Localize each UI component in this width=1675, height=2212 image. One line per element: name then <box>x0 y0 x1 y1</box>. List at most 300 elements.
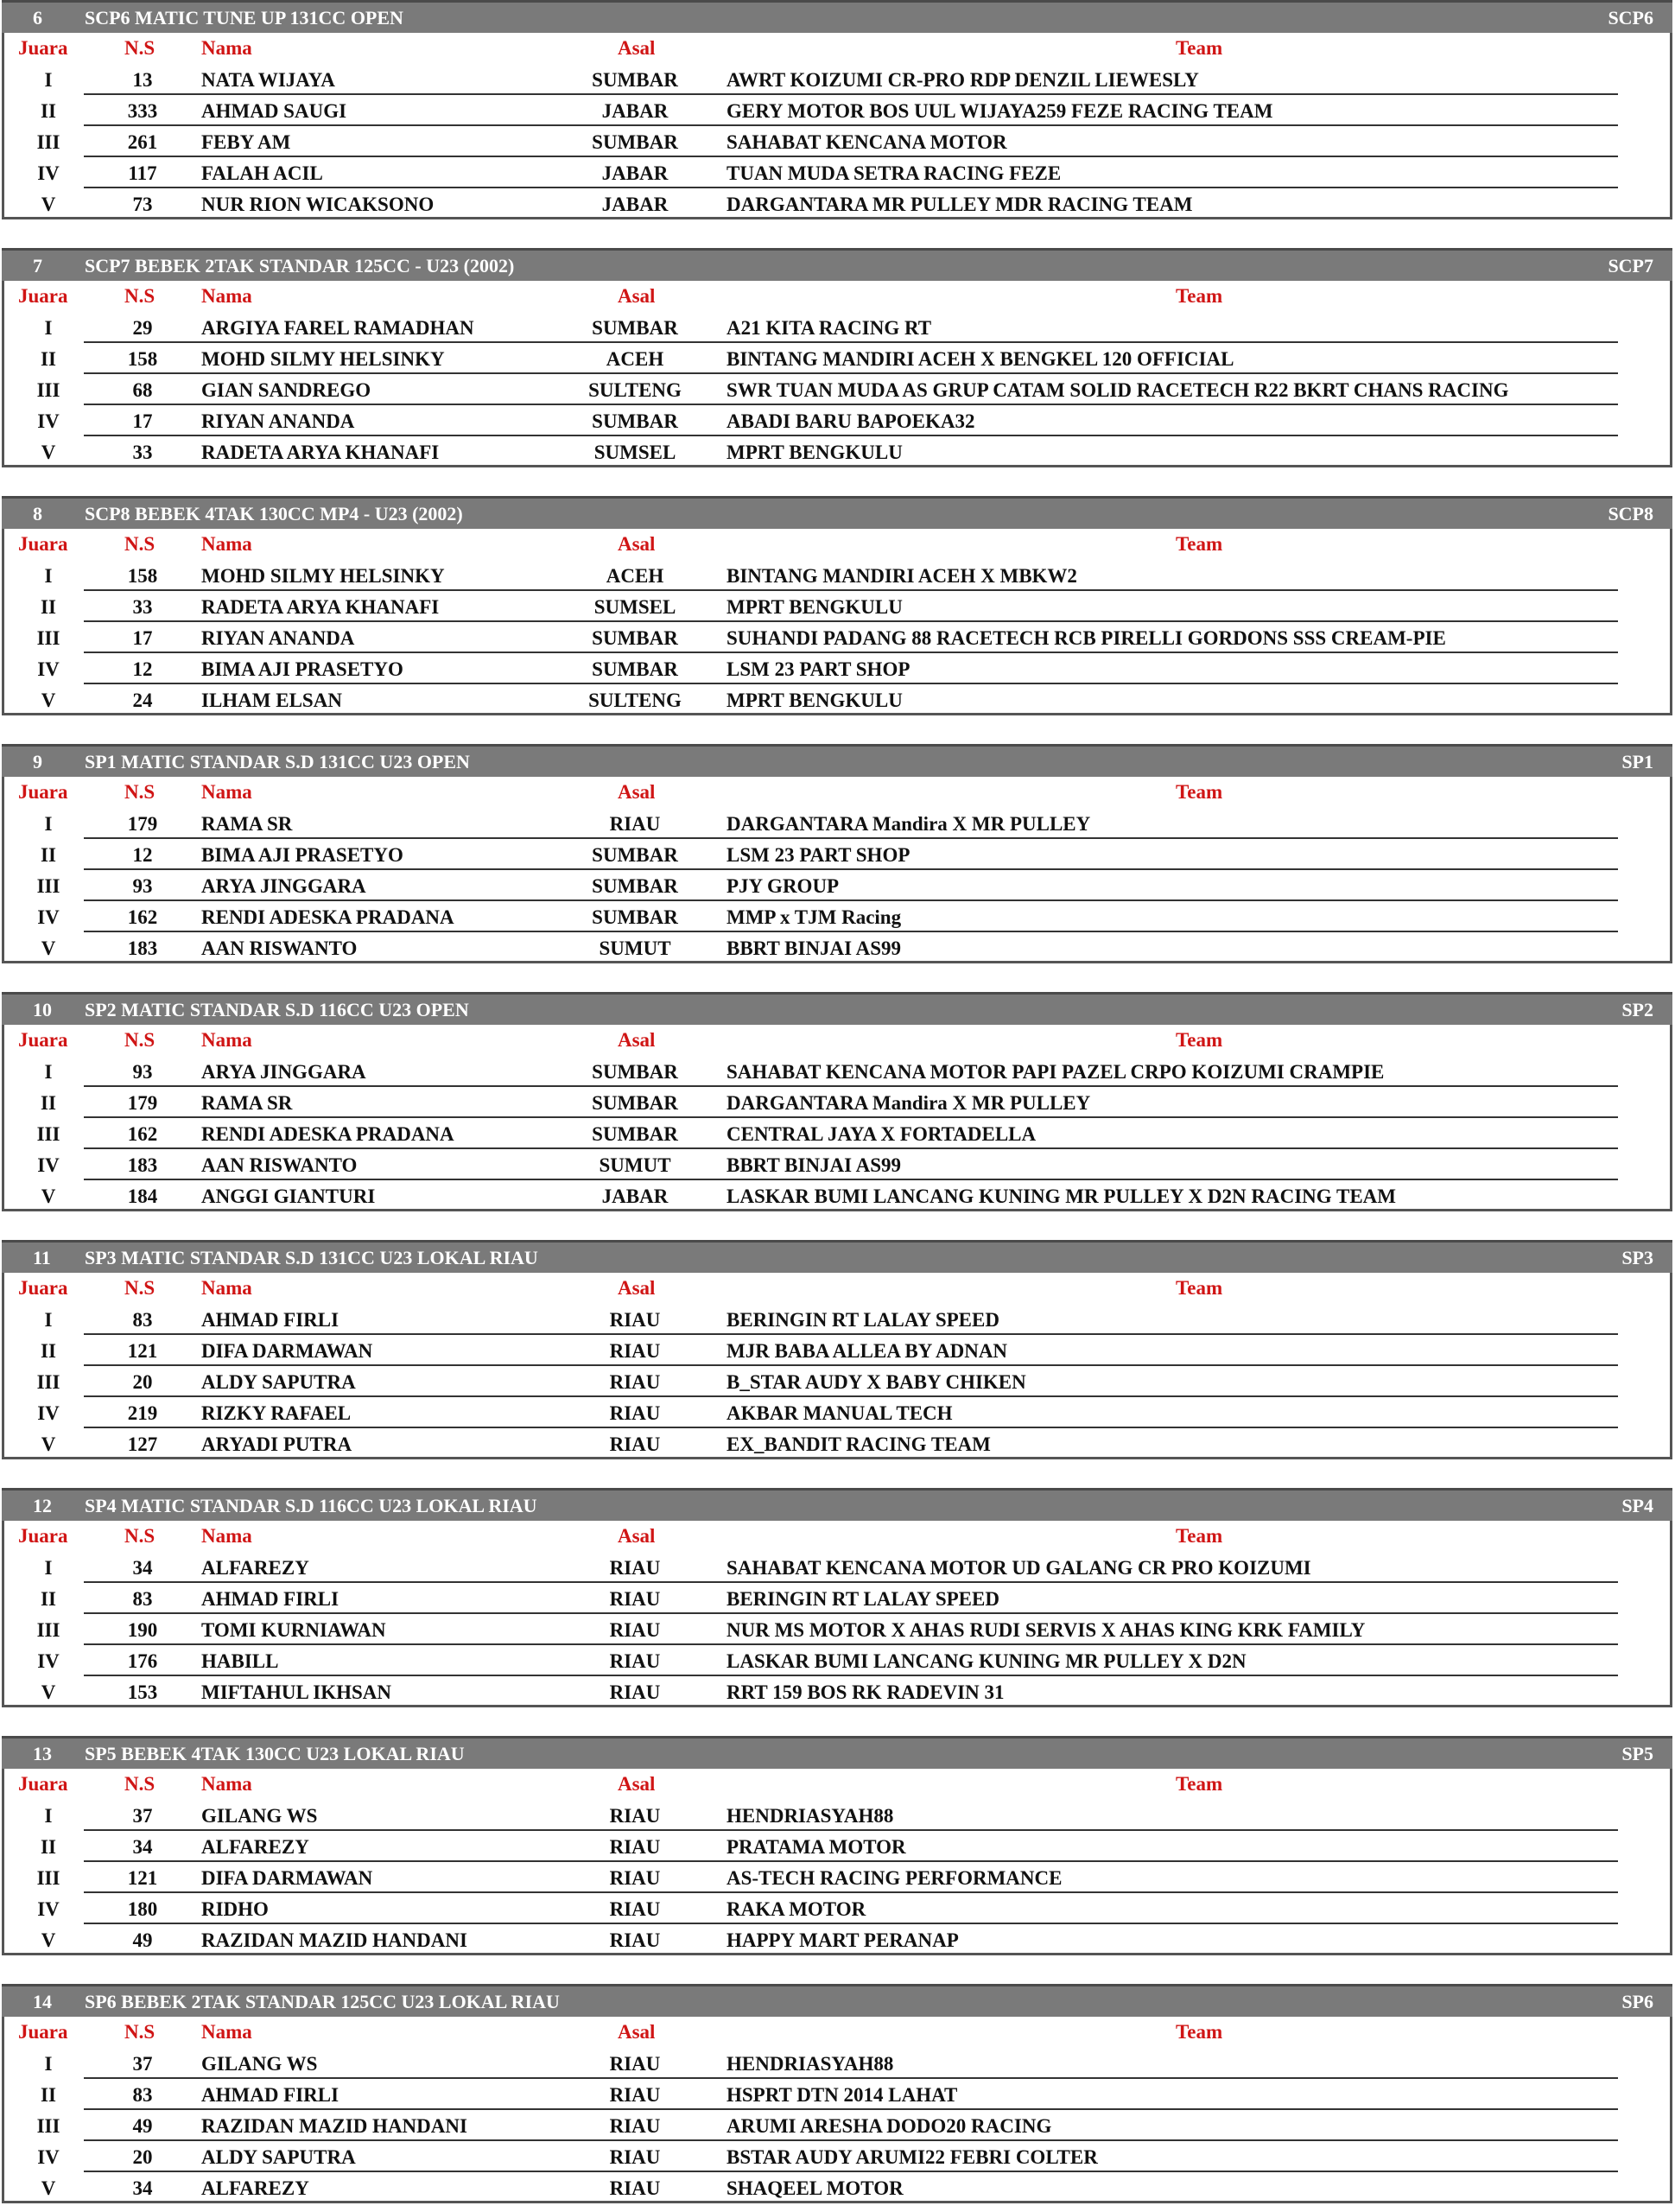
start-number-cell: 261 <box>127 131 158 153</box>
race-class-section <box>0 1984 1675 2204</box>
table-row <box>4 436 1670 467</box>
start-number-cell: 33 <box>132 442 153 463</box>
class-title: SCP6 MATIC TUNE UP 131CC OPEN <box>85 7 403 29</box>
table-row <box>4 684 1670 715</box>
origin-cell: RIAU <box>609 1371 661 1393</box>
table-row <box>4 1118 1670 1149</box>
origin-cell: SUMBAR <box>592 875 678 897</box>
origin-cell: SUMSEL <box>593 442 676 463</box>
col-team: Team <box>1176 285 1223 307</box>
col-juara: Juara <box>18 781 68 803</box>
origin-cell: JABAR <box>601 100 669 122</box>
class-number: 6 <box>33 7 42 29</box>
rank-cell: II <box>41 1092 56 1114</box>
table-row <box>4 312 1670 343</box>
race-class-section <box>0 1488 1675 1708</box>
rank-cell: IV <box>37 1402 60 1424</box>
start-number-cell: 162 <box>127 1123 158 1145</box>
team-cell: BBRT BINJAI AS99 <box>726 938 902 959</box>
rank-cell: II <box>41 844 56 866</box>
origin-cell: SUMBAR <box>592 410 678 432</box>
start-number-cell: 190 <box>127 1619 158 1641</box>
col-team: Team <box>1176 37 1223 59</box>
col-juara: Juara <box>18 285 68 307</box>
rider-name-cell: BIMA AJI PRASETYO <box>201 844 403 866</box>
team-cell: RRT 159 BOS RK RADEVIN 31 <box>726 1681 1005 1703</box>
rank-cell: IV <box>37 906 60 928</box>
rider-name-cell: ARYA JINGGARA <box>201 875 366 897</box>
start-number-cell: 93 <box>132 875 153 897</box>
class-header <box>2 1488 1672 1521</box>
start-number-cell: 179 <box>127 1092 158 1114</box>
col-ns: N.S <box>124 2021 155 2043</box>
team-cell: HENDRIASYAH88 <box>726 2053 894 2075</box>
team-cell: PRATAMA MOTOR <box>726 1836 906 1858</box>
col-juara: Juara <box>18 37 68 59</box>
col-asal: Asal <box>618 1773 656 1795</box>
rank-cell: I <box>44 69 53 91</box>
start-number-cell: 127 <box>127 1433 158 1455</box>
team-cell: LSM 23 PART SHOP <box>726 844 910 866</box>
col-nama: Nama <box>201 2021 252 2043</box>
team-cell: BSTAR AUDY ARUMI22 FEBRI COLTER <box>726 2146 1098 2168</box>
start-number-cell: 219 <box>127 1402 158 1424</box>
table-row <box>4 1831 1670 1862</box>
team-cell: A21 KITA RACING RT <box>726 317 932 339</box>
column-header-row <box>2 2017 1672 2048</box>
class-title: SP6 BEBEK 2TAK STANDAR 125CC U23 LOKAL RIAU <box>85 1991 560 2012</box>
rank-cell: V <box>41 1185 56 1207</box>
start-number-cell: 117 <box>128 162 157 184</box>
origin-cell: SUMBAR <box>592 1092 678 1114</box>
start-number-cell: 162 <box>127 906 158 928</box>
rider-name-cell: FALAH ACIL <box>201 162 323 184</box>
table-row <box>4 343 1670 374</box>
team-cell: MPRT BENGKULU <box>726 690 903 711</box>
table-row <box>4 1800 1670 1831</box>
race-class-section <box>0 248 1675 468</box>
table-row <box>4 653 1670 684</box>
column-header-row <box>2 529 1672 560</box>
rank-cell: V <box>41 938 56 959</box>
rank-cell: V <box>41 690 56 711</box>
team-cell: MPRT BENGKULU <box>726 596 903 618</box>
origin-cell: RIAU <box>609 1898 661 1920</box>
rider-name-cell: ANGGI GIANTURI <box>201 1185 376 1207</box>
origin-cell: SUMUT <box>599 938 671 959</box>
table-row <box>4 560 1670 591</box>
table-row <box>4 1614 1670 1645</box>
rider-name-cell: ARYADI PUTRA <box>201 1433 352 1455</box>
rider-name-cell: ILHAM ELSAN <box>201 690 342 711</box>
start-number-cell: 29 <box>132 317 153 339</box>
start-number-cell: 49 <box>132 1929 153 1951</box>
class-number: 9 <box>33 751 42 772</box>
col-asal: Asal <box>618 285 656 307</box>
rider-name-cell: ALDY SAPUTRA <box>201 2146 356 2168</box>
rider-name-cell: DIFA DARMAWAN <box>201 1340 373 1362</box>
start-number-cell: 153 <box>127 1681 158 1703</box>
team-cell: SWR TUAN MUDA AS GRUP CATAM SOLID RACETECH R22 BKRT CHANS RACING <box>726 379 1509 401</box>
rank-cell: IV <box>37 1154 60 1176</box>
team-cell: NUR MS MOTOR X AHAS RUDI SERVIS X AHAS KING KRK FAMILY <box>726 1619 1366 1641</box>
rider-name-cell: RAMA SR <box>201 1092 293 1114</box>
class-title: SP1 MATIC STANDAR S.D 131CC U23 OPEN <box>85 751 470 772</box>
rider-name-cell: GILANG WS <box>201 2053 318 2075</box>
table-row <box>4 1428 1670 1459</box>
class-header <box>2 0 1672 33</box>
col-nama: Nama <box>201 781 252 803</box>
team-cell: RAKA MOTOR <box>726 1898 866 1920</box>
team-cell: BERINGIN RT LALAY SPEED <box>726 1588 999 1610</box>
start-number-cell: 33 <box>132 596 153 618</box>
origin-cell: RIAU <box>609 1557 661 1579</box>
origin-cell: RIAU <box>609 1588 661 1610</box>
table-row <box>4 1056 1670 1087</box>
origin-cell: SULTENG <box>588 379 682 401</box>
start-number-cell: 37 <box>132 1805 153 1827</box>
team-cell: DARGANTARA MR PULLEY MDR RACING TEAM <box>726 194 1193 215</box>
col-team: Team <box>1176 781 1223 803</box>
origin-cell: SUMBAR <box>592 1123 678 1145</box>
table-row <box>4 405 1670 436</box>
col-team: Team <box>1176 2021 1223 2043</box>
col-ns: N.S <box>124 1277 155 1299</box>
column-header-row <box>2 1521 1672 1552</box>
rank-cell: V <box>41 2177 56 2199</box>
origin-cell: RIAU <box>609 2115 661 2137</box>
table-row <box>4 157 1670 188</box>
class-code: SP2 <box>1621 999 1653 1020</box>
column-header-row <box>2 1769 1672 1800</box>
team-cell: SHAQEEL MOTOR <box>726 2177 904 2199</box>
col-nama: Nama <box>201 1029 252 1051</box>
origin-cell: RIAU <box>609 1867 661 1889</box>
start-number-cell: 37 <box>132 2053 153 2075</box>
rank-cell: IV <box>37 410 60 432</box>
origin-cell: RIAU <box>609 2084 661 2106</box>
column-header-row <box>2 777 1672 808</box>
col-asal: Asal <box>618 1277 656 1299</box>
class-header <box>2 496 1672 529</box>
start-number-cell: 176 <box>127 1650 158 1672</box>
class-header <box>2 1240 1672 1273</box>
class-header <box>2 744 1672 777</box>
results-table <box>2 312 1672 467</box>
table-row <box>4 374 1670 405</box>
class-title: SP3 MATIC STANDAR S.D 131CC U23 LOKAL RIAU <box>85 1247 538 1268</box>
rank-cell: V <box>41 442 56 463</box>
table-row <box>4 622 1670 653</box>
col-team: Team <box>1176 1029 1223 1051</box>
rank-cell: II <box>41 2084 56 2106</box>
col-nama: Nama <box>201 1277 252 1299</box>
col-ns: N.S <box>124 1029 155 1051</box>
rank-cell: IV <box>37 1898 60 1920</box>
origin-cell: RIAU <box>609 1309 661 1331</box>
team-cell: BBRT BINJAI AS99 <box>726 1154 902 1176</box>
start-number-cell: 158 <box>127 565 158 587</box>
table-row <box>4 1180 1670 1211</box>
table-row <box>4 2110 1670 2141</box>
start-number-cell: 158 <box>127 348 158 370</box>
rank-cell: I <box>44 565 53 587</box>
table-row <box>4 1862 1670 1893</box>
rider-name-cell: ALDY SAPUTRA <box>201 1371 356 1393</box>
col-ns: N.S <box>124 285 155 307</box>
team-cell: BERINGIN RT LALAY SPEED <box>726 1309 999 1331</box>
col-asal: Asal <box>618 533 656 555</box>
origin-cell: RIAU <box>609 813 661 835</box>
column-header-row <box>2 1025 1672 1056</box>
results-table <box>2 1056 1672 1211</box>
class-title: SCP8 BEBEK 4TAK 130CC MP4 - U23 (2002) <box>85 503 463 524</box>
rank-cell: II <box>41 1588 56 1610</box>
class-code: SP6 <box>1621 1991 1653 2012</box>
team-cell: CENTRAL JAYA X FORTADELLA <box>726 1123 1037 1145</box>
rank-cell: III <box>36 1371 60 1393</box>
rider-name-cell: AHMAD FIRLI <box>201 2084 339 2106</box>
rank-cell: V <box>41 1433 56 1455</box>
origin-cell: RIAU <box>609 2146 661 2168</box>
col-juara: Juara <box>18 1773 68 1795</box>
rider-name-cell: RAMA SR <box>201 813 293 835</box>
origin-cell: SUMUT <box>599 1154 671 1176</box>
team-cell: TUAN MUDA SETRA RACING FEZE <box>726 162 1062 184</box>
race-class-section <box>0 1240 1675 1460</box>
team-cell: MPRT BENGKULU <box>726 442 903 463</box>
col-juara: Juara <box>18 2021 68 2043</box>
rank-cell: V <box>41 1681 56 1703</box>
origin-cell: RIAU <box>609 1433 661 1455</box>
rank-cell: II <box>41 1836 56 1858</box>
rank-cell: III <box>36 2115 60 2137</box>
rank-cell: I <box>44 317 53 339</box>
origin-cell: RIAU <box>609 1805 661 1827</box>
team-cell: EX_BANDIT RACING TEAM <box>726 1433 991 1455</box>
rider-name-cell: RADETA ARYA KHANAFI <box>201 596 440 618</box>
origin-cell: SUMBAR <box>592 317 678 339</box>
start-number-cell: 34 <box>132 2177 153 2199</box>
rider-name-cell: ALFAREZY <box>201 1836 309 1858</box>
origin-cell: JABAR <box>601 194 669 215</box>
origin-cell: JABAR <box>601 162 669 184</box>
class-code: SP1 <box>1621 751 1653 772</box>
team-cell: SUHANDI PADANG 88 RACETECH RCB PIRELLI GORDONS SSS CREAM-PIE <box>726 627 1446 649</box>
team-cell: ARUMI ARESHA DODO20 RACING <box>726 2115 1052 2137</box>
team-cell: PJY GROUP <box>726 875 840 897</box>
col-ns: N.S <box>124 1525 155 1547</box>
class-header <box>2 1736 1672 1769</box>
column-header-row <box>2 1273 1672 1304</box>
start-number-cell: 20 <box>132 2146 153 2168</box>
origin-cell: RIAU <box>609 2177 661 2199</box>
team-cell: HSPRT DTN 2014 LAHAT <box>726 2084 958 2106</box>
class-code: SCP7 <box>1608 255 1653 276</box>
table-row <box>4 1893 1670 1924</box>
team-cell: AWRT KOIZUMI CR-PRO RDP DENZIL LIEWESLY <box>726 69 1199 91</box>
rider-name-cell: AHMAD FIRLI <box>201 1309 339 1331</box>
start-number-cell: 12 <box>132 844 153 866</box>
origin-cell: RIAU <box>609 1650 661 1672</box>
class-code: SCP8 <box>1608 503 1653 524</box>
table-row <box>4 808 1670 839</box>
results-table <box>2 64 1672 219</box>
rider-name-cell: TOMI KURNIAWAN <box>201 1619 386 1641</box>
team-cell: LSM 23 PART SHOP <box>726 658 910 680</box>
start-number-cell: 179 <box>127 813 158 835</box>
col-juara: Juara <box>18 533 68 555</box>
col-nama: Nama <box>201 1525 252 1547</box>
start-number-cell: 13 <box>132 69 153 91</box>
table-row <box>4 2172 1670 2203</box>
start-number-cell: 184 <box>127 1185 158 1207</box>
team-cell: DARGANTARA Mandira X MR PULLEY <box>726 813 1091 835</box>
team-cell: LASKAR BUMI LANCANG KUNING MR PULLEY X D2N <box>726 1650 1247 1672</box>
col-juara: Juara <box>18 1525 68 1547</box>
rider-name-cell: RIZKY RAFAEL <box>201 1402 352 1424</box>
col-nama: Nama <box>201 37 252 59</box>
rank-cell: II <box>41 1340 56 1362</box>
class-number: 8 <box>33 503 42 524</box>
team-cell: SAHABAT KENCANA MOTOR PAPI PAZEL CRPO KOIZUMI CRAMPIE <box>726 1061 1385 1083</box>
table-row <box>4 2141 1670 2172</box>
team-cell: BINTANG MANDIRI ACEH X BENGKEL 120 OFFICIAL <box>726 348 1234 370</box>
rank-cell: V <box>41 1929 56 1951</box>
rider-name-cell: RIDHO <box>201 1898 269 1920</box>
class-number: 12 <box>33 1495 52 1516</box>
col-ns: N.S <box>124 1773 155 1795</box>
rank-cell: III <box>36 875 60 897</box>
rank-cell: I <box>44 1309 53 1331</box>
class-code: SCP6 <box>1608 7 1653 29</box>
class-title: SP4 MATIC STANDAR S.D 116CC U23 LOKAL RIAU <box>85 1495 537 1516</box>
rider-name-cell: DIFA DARMAWAN <box>201 1867 373 1889</box>
table-row <box>4 901 1670 932</box>
rank-cell: IV <box>37 658 60 680</box>
table-row <box>4 2079 1670 2110</box>
rank-cell: IV <box>37 2146 60 2168</box>
col-nama: Nama <box>201 285 252 307</box>
table-row <box>4 126 1670 157</box>
table-row <box>4 1087 1670 1118</box>
rider-name-cell: AAN RISWANTO <box>201 1154 358 1176</box>
start-number-cell: 93 <box>132 1061 153 1083</box>
col-team: Team <box>1176 1773 1223 1795</box>
start-number-cell: 68 <box>132 379 153 401</box>
start-number-cell: 83 <box>132 1309 153 1331</box>
col-juara: Juara <box>18 1029 68 1051</box>
rider-name-cell: RADETA ARYA KHANAFI <box>201 442 440 463</box>
rank-cell: I <box>44 1805 53 1827</box>
rider-name-cell: MOHD SILMY HELSINKY <box>201 565 445 587</box>
table-row <box>4 64 1670 95</box>
table-row <box>4 839 1670 870</box>
team-cell: MJR BABA ALLEA BY ADNAN <box>726 1340 1008 1362</box>
col-team: Team <box>1176 533 1223 555</box>
origin-cell: ACEH <box>606 565 664 587</box>
rider-name-cell: FEBY AM <box>201 131 291 153</box>
race-class-section <box>0 496 1675 716</box>
start-number-cell: 183 <box>127 938 158 959</box>
start-number-cell: 17 <box>132 410 153 432</box>
team-cell: HENDRIASYAH88 <box>726 1805 894 1827</box>
rider-name-cell: MIFTAHUL IKHSAN <box>201 1681 392 1703</box>
start-number-cell: 333 <box>127 100 158 122</box>
team-cell: GERY MOTOR BOS UUL WIJAYA259 FEZE RACING TEAM <box>726 100 1273 122</box>
start-number-cell: 83 <box>132 2084 153 2106</box>
start-number-cell: 17 <box>132 627 153 649</box>
rider-name-cell: NUR RION WICAKSONO <box>201 194 435 215</box>
rank-cell: III <box>36 131 60 153</box>
col-nama: Nama <box>201 1773 252 1795</box>
origin-cell: SUMBAR <box>592 69 678 91</box>
rider-name-cell: RENDI ADESKA PRADANA <box>201 1123 454 1145</box>
start-number-cell: 83 <box>132 1588 153 1610</box>
class-number: 11 <box>33 1247 51 1268</box>
origin-cell: RIAU <box>609 1340 661 1362</box>
table-row <box>4 2048 1670 2079</box>
origin-cell: SUMBAR <box>592 131 678 153</box>
rider-name-cell: HABILL <box>201 1650 279 1672</box>
start-number-cell: 12 <box>132 658 153 680</box>
class-header <box>2 248 1672 281</box>
rider-name-cell: RENDI ADESKA PRADANA <box>201 906 454 928</box>
rank-cell: II <box>41 596 56 618</box>
table-row <box>4 870 1670 901</box>
team-cell: ABADI BARU BAPOEKA32 <box>726 410 975 432</box>
rider-name-cell: RIYAN ANANDA <box>201 410 355 432</box>
col-team: Team <box>1176 1525 1223 1547</box>
start-number-cell: 121 <box>127 1867 158 1889</box>
rider-name-cell: RAZIDAN MAZID HANDANI <box>201 2115 467 2137</box>
col-asal: Asal <box>618 37 656 59</box>
team-cell: DARGANTARA Mandira X MR PULLEY <box>726 1092 1091 1114</box>
table-row <box>4 95 1670 126</box>
rank-cell: I <box>44 813 53 835</box>
race-class-section <box>0 0 1675 220</box>
class-code: SP5 <box>1621 1743 1653 1764</box>
team-cell: SAHABAT KENCANA MOTOR UD GALANG CR PRO KOIZUMI <box>726 1557 1311 1579</box>
rank-cell: I <box>44 1061 53 1083</box>
origin-cell: RIAU <box>609 2053 661 2075</box>
column-header-row <box>2 281 1672 312</box>
team-cell: AKBAR MANUAL TECH <box>726 1402 953 1424</box>
rank-cell: III <box>36 1867 60 1889</box>
rank-cell: III <box>36 1123 60 1145</box>
rank-cell: IV <box>37 162 60 184</box>
team-cell: HAPPY MART PERANAP <box>726 1929 959 1951</box>
class-code: SP4 <box>1621 1495 1653 1516</box>
class-header <box>2 992 1672 1025</box>
rider-name-cell: NATA WIJAYA <box>201 69 335 91</box>
origin-cell: SUMBAR <box>592 844 678 866</box>
class-number: 7 <box>33 255 42 276</box>
start-number-cell: 34 <box>132 1557 153 1579</box>
rider-name-cell: ARGIYA FAREL RAMADHAN <box>201 317 474 339</box>
origin-cell: SUMBAR <box>592 658 678 680</box>
rider-name-cell: AHMAD FIRLI <box>201 1588 339 1610</box>
start-number-cell: 73 <box>132 194 153 215</box>
rider-name-cell: GIAN SANDREGO <box>201 379 371 401</box>
rank-cell: IV <box>37 1650 60 1672</box>
col-juara: Juara <box>18 1277 68 1299</box>
results-table <box>2 2048 1672 2203</box>
start-number-cell: 180 <box>127 1898 158 1920</box>
rank-cell: III <box>36 1619 60 1641</box>
class-title: SCP7 BEBEK 2TAK STANDAR 125CC - U23 (2002) <box>85 255 515 276</box>
table-row <box>4 1645 1670 1676</box>
